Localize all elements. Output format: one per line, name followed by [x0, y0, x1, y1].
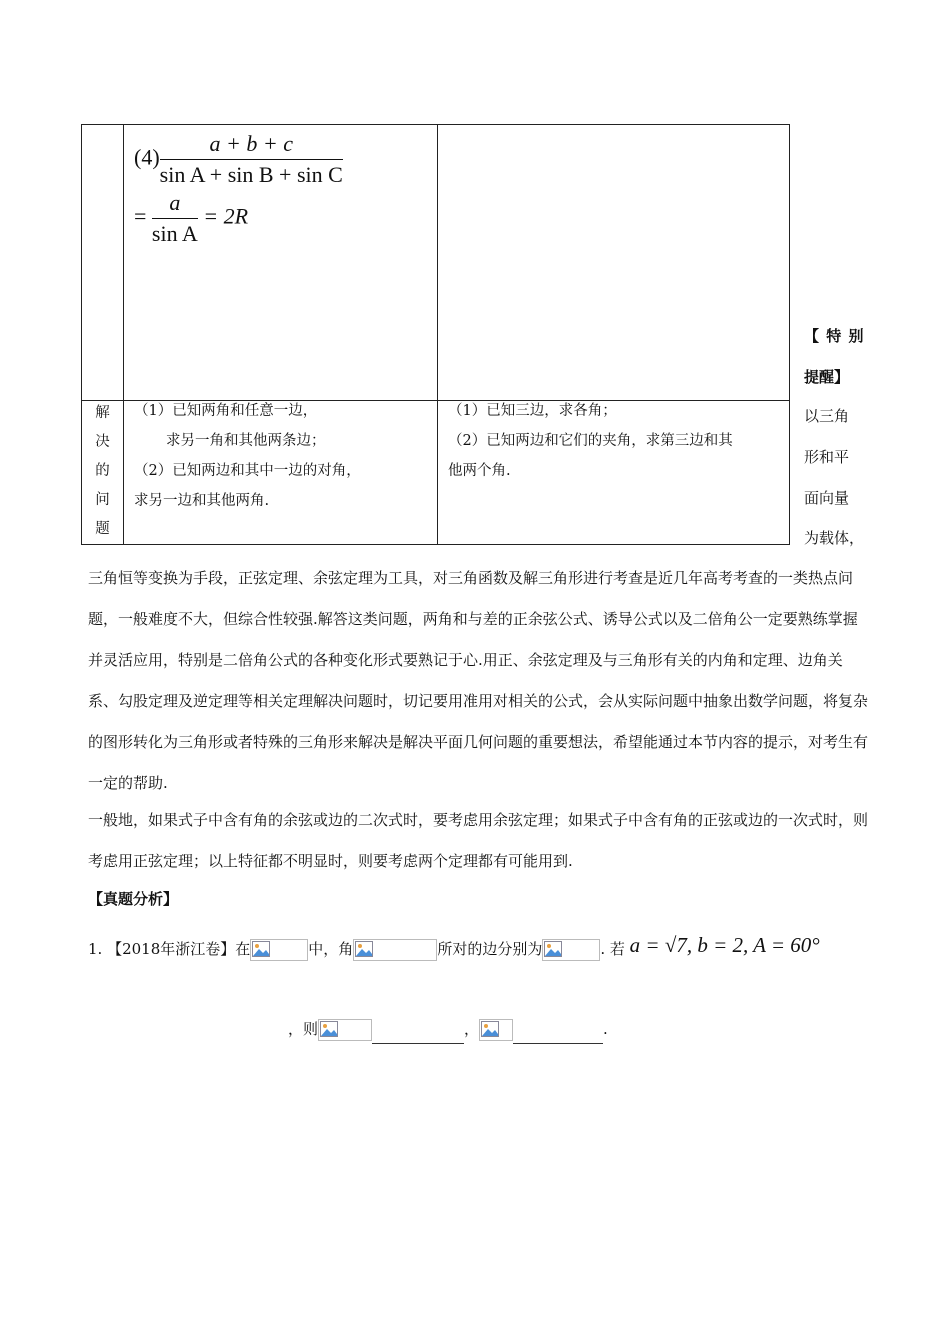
question-text-5: ，则: [288, 1020, 319, 1038]
question-text-3: 所对的边分别为: [437, 940, 543, 958]
broken-image-icon: [542, 939, 600, 961]
answer-blank-2[interactable]: [513, 1025, 603, 1044]
question-1-answers: [288, 1014, 608, 1044]
side-note-line-4: 为载体，: [804, 529, 865, 547]
formula-label: (4): [134, 144, 160, 170]
side-note-heading-1: 【 特 别: [804, 327, 865, 345]
broken-image-icon: [479, 1019, 513, 1041]
sine-use-line-4: 求另一边和其他两角.: [134, 493, 270, 509]
question-condition: a = √7, b = 2, A = 60°: [629, 933, 820, 957]
row2-label-char: 决: [95, 434, 110, 450]
cosine-use-line-1: （1）已知三边，求各角；: [448, 403, 617, 419]
broken-image-icon: [353, 939, 437, 961]
question-text-2: 中，角: [308, 940, 354, 958]
paragraph-1: 三角恒等变换为手段，正弦定理、余弦定理为工具，对三角函数及解三角形进行考查是近几年高考考查的一类热点问题，一般难度不大，但综合性较强.解答这类问题，两角和与差的正余弦公式、诱导公式以及二倍角公一定要熟练掌握并灵活应用，特别是二倍角公式的各种变化形式要熟记于心.用正、余弦定理及与三角形有关的内角和定理、边角关系、勾股定理及逆定理等相关定理解决问题时，切记要用准用对相关的公式，会从实际问题中抽象出数学问题，将复杂的图形转化为三角形或者特殊的三角形来解决是解决平面几何问题的重要想法，希望能通过本节内容的提示，对考生有一定的帮助.: [88, 569, 869, 792]
formula-fraction-2: $\frac{a}{\text{sin A}}$: [151, 190, 198, 246]
question-number: 1.: [88, 940, 103, 958]
paragraph-2: 一般地，如果式子中含有角的余弦或边的二次式时，要考虑用余弦定理；如果式子中含有角的正弦或边的一次式时，则考虑用正弦定理；以上特征都不明显时，则要考虑两个定理都有可能用到.: [88, 811, 869, 870]
sine-use-line-2: 求另一角和其他两条边；: [166, 433, 326, 449]
row2-label-char: 问: [95, 492, 110, 508]
row2-label-char: 解: [95, 405, 110, 421]
question-text-1: 在: [235, 940, 251, 958]
section-heading: 【真题分析】: [88, 890, 179, 908]
answer-blank-1[interactable]: [372, 1025, 464, 1044]
question-1: [88, 930, 820, 964]
formula-cell: [124, 125, 438, 401]
row1-label-cell: [82, 125, 124, 401]
question-text-7: .: [603, 1020, 608, 1038]
cosine-use-line-3: 他两个角.: [448, 463, 511, 479]
broken-image-icon: [318, 1019, 372, 1041]
sine-use-line-3: （2）已知两边和其中一边的对角，: [134, 463, 361, 479]
theorem-table: [81, 124, 790, 545]
sine-use-line-1: （1）已知两角和任意一边，: [134, 403, 318, 419]
equals-sign: =: [134, 203, 147, 229]
cosine-law-use-cell: [438, 401, 790, 545]
question-text-4: . 若: [600, 940, 625, 958]
formula-result: = 2R: [203, 203, 249, 229]
question-text-6: ，: [464, 1020, 480, 1038]
sine-law-use-cell: [124, 401, 438, 545]
broken-image-icon: [250, 939, 308, 961]
side-note-line-3: 面向量: [804, 489, 850, 507]
side-note-heading-2: 提醒】: [804, 368, 850, 386]
cosine-use-line-2: （2）已知两边和它们的夹角，求第三边和其: [448, 433, 733, 449]
side-note-line-2: 形和平: [804, 448, 850, 466]
row2-label-char: 题: [95, 521, 110, 537]
row2-label-char: 的: [95, 463, 110, 479]
side-note-line-1: 以三角: [804, 407, 850, 425]
question-source: 【2018年浙江卷】: [107, 940, 236, 958]
formula-fraction-1: $\frac{a + b + c}{\text{sin A + sin B + sin C}}$: [159, 131, 343, 187]
empty-cell: [438, 125, 790, 401]
row2-label-cell: [82, 401, 124, 545]
